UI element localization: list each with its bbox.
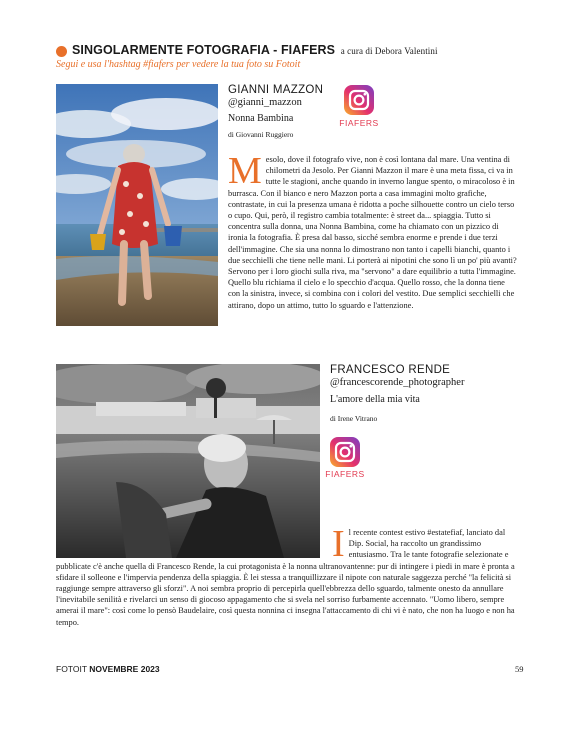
instagram-icon[interactable]	[343, 84, 375, 116]
issue-date: NOVEMBRE 2023	[89, 664, 160, 674]
dropcap: M	[228, 150, 262, 192]
author-name: GIANNI MAZZON	[228, 84, 324, 96]
page-number: 59	[515, 664, 524, 674]
section-dot-icon	[56, 46, 67, 57]
article-body	[56, 523, 518, 628]
author-name: FRANCESCO RENDE	[330, 364, 451, 376]
section-header	[72, 43, 438, 57]
instagram-icon[interactable]	[329, 436, 361, 468]
section-subhead: Segui e usa l'hashtag #fiafers per vedere la tua foto su Fotoit	[56, 59, 301, 70]
photo-title: L'amore della mia vita	[330, 394, 420, 405]
article-body-text: l recente contest estivo #estatefiaf, lanciato dal Dip. Social, ha raccolto un grandissimo entusiasmo. Tra le tante fotografie selezionate e pubblicate c'è anche quella di Francesco Rende, la cui protagonista è la nonna ultranovantenne: pur di intingere i piedi in mare è pronta a sfidare il solleone e l'impervia pendenza della spiaggia. È lei stessa a tranquillizzare il nipote con naturale saggezza perché "la felicità si raggiunge sempre attraverso gli sforzi". A noi sembra proprio di percepirla quell'ebbrezza dello sguardo, talmente onesto da annullare l'inevitabile senilità e rivelarci un senso di giocoso appagamento che si svela nel sorriso furbamente accennato. "Uomo libero, sempre amerai il mare": così come lo pensò Baudelaire, così questa nonnina ci insegna l'attaccamento di chi vi è nato, che non ha luogo e non ha tempo.	[56, 528, 515, 627]
section-title: SINGOLARMENTE FOTOGRAFIA - FIAFERS	[72, 43, 336, 57]
magazine-name: FOTOIT	[56, 664, 87, 674]
fiafers-brand: FIAFERS	[325, 469, 365, 479]
footer-issue	[56, 664, 160, 674]
article-body	[228, 150, 518, 311]
section-credit: a cura di Debora Valentini	[340, 46, 438, 56]
author-handle[interactable]: @francescorende_photographer	[330, 377, 465, 388]
photo-nonna-bambina	[56, 84, 218, 326]
text-wrap-spacer	[56, 527, 332, 557]
article-byline: di Irene Vitrano	[330, 414, 378, 423]
fiafers-brand: FIAFERS	[339, 118, 379, 128]
photo-nonna-bambina-image	[56, 84, 218, 326]
photo-title: Nonna Bambina	[228, 113, 294, 124]
dropcap: I	[332, 523, 345, 565]
article-byline: di Giovanni Ruggiero	[228, 130, 294, 139]
author-handle[interactable]: @gianni_mazzon	[228, 97, 302, 108]
article-body-text: esolo, dove il fotografo vive, non è così lontana dal mare. Una ventina di chilometri da Jesolo. Per Gianni Mazzon il mare è una meta fissa, ci va in tutte le stagioni, anche quando in inverno langue spento, o miracoloso è in burrasca. Con il bianco e nero Mazzon porta a casa immagini molto grafiche, contrastate, in cui la presenza umana è ridotta a poche silhouette contro un cielo terso o cupo. Qui, però, il registro cambia totalmente: è street da... spiaggia. Tutto si concentra sulla donna, una Nonna Bambina, come ha chiamato con un pizzico di ironia la fotografia. È presa dal basso, sicché sembra enorme e prende i due terzi dell'immagine. Che sia una nonna lo dimostrano non tanto i capelli bianchi, quanto i due secchielli che tiene nelle mani. Li porterà ai nipotini che sono lì un po' più avanti? Servono per i loro giochi sulla riva, ma "servono" a dare equilibrio a tutta l'immagine. Quello blu richiama il cielo e lo specchio d'acqua. Quello rosso, che la donna tiene con la sinistra, invece, si combina con i colori del vestito. Due semplici secchielli che attirano, dopo un attimo, tutto lo sguardo e l'attenzione.	[228, 155, 517, 310]
